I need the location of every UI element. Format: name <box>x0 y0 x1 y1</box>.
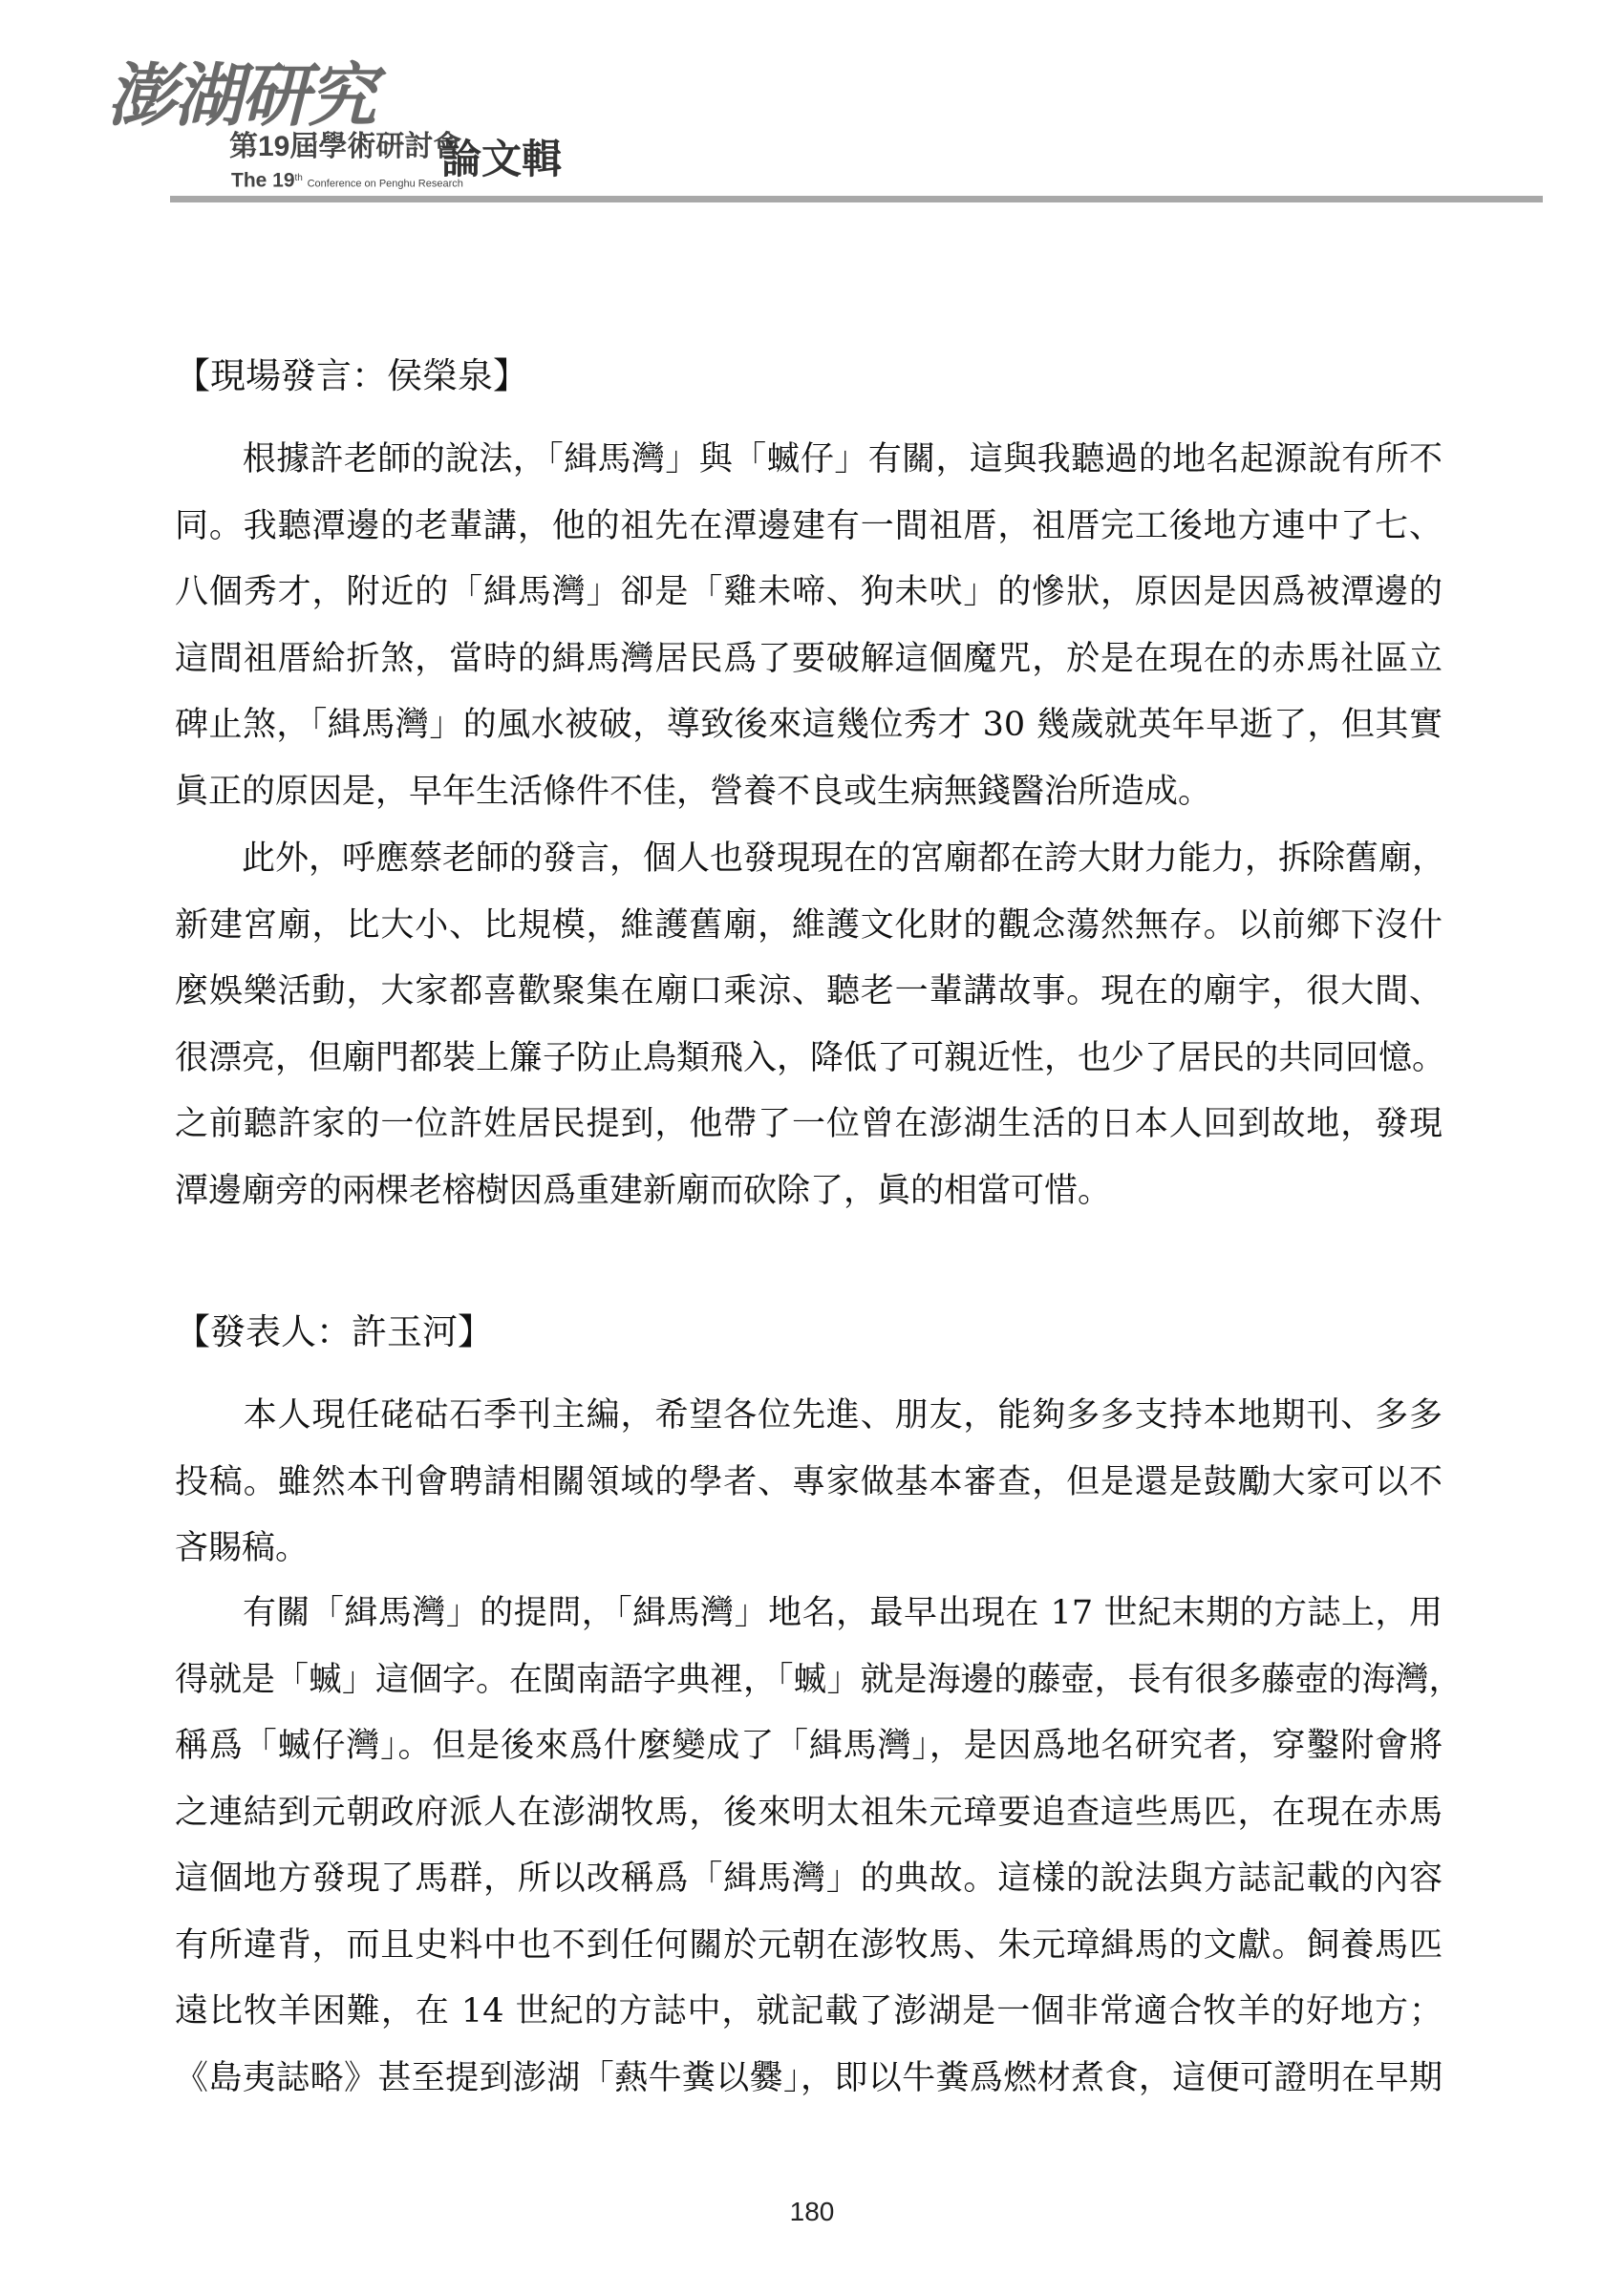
text-line: 《島夷誌略》甚至提到澎湖「爇牛糞以爨」，即以牛糞爲燃材煮食，這便可證明在早期 <box>175 2058 1442 2097</box>
conference-en-sup: th <box>294 173 303 183</box>
text-line: 根據許老師的說法，「緝馬灣」與「蝛仔」有關，這與我聽過的地名起源說有所不 <box>175 440 1442 478</box>
text-line: 這個地方發現了馬群，所以改稱爲「緝馬灣」的典故。這樣的說法與方誌記載的內容 <box>175 1860 1442 1898</box>
page-number: 180 <box>789 2197 835 2226</box>
conference-title-zh: 第19屆學術研討會 <box>229 131 462 162</box>
collection-title: 論文輯 <box>441 137 563 181</box>
text-line: 麼娛樂活動，大家都喜歡聚集在廟口乘涼、聽老一輩講故事。現在的廟宇，很大間、 <box>175 972 1442 1010</box>
text-line: 碑止煞，「緝馬灣」的風水被破，導致後來這幾位秀才 30 幾歲就英年早逝了，但其實 <box>175 706 1442 744</box>
conference-en-prefix: The 19 <box>231 169 295 192</box>
section-heading: 【現場發言：侯榮泉】 <box>175 355 528 396</box>
conference-title-en <box>231 168 463 195</box>
section-heading: 【發表人：許玉河】 <box>175 1311 493 1352</box>
text-line: 八個秀才，附近的「緝馬灣」卻是「雞未啼、狗未吠」的慘狀，原因是因爲被潭邊的 <box>175 573 1442 611</box>
text-line: 有關「緝馬灣」的提問，「緝馬灣」地名，最早出現在 17 世紀末期的方誌上，用 <box>175 1594 1442 1632</box>
text-line: 之連結到元朝政府派人在澎湖牧馬，後來明太祖朱元璋要追查這些馬匹，在現在赤馬 <box>175 1793 1442 1832</box>
text-line: 眞正的原因是，早年生活條件不佳，營養不良或生病無錢醫治所造成。 <box>175 772 1212 811</box>
paragraph <box>175 1581 1463 2112</box>
paragraph <box>175 826 1446 1224</box>
text-line: 這間祖厝給折煞，當時的緝馬灣居民爲了要破解這個魔咒，於是在現在的赤馬社區立 <box>175 639 1442 678</box>
text-line: 本人現任硓𥑮石季刊主編，希望各位先進、朋友，能夠多多支持本地期刊、多多 <box>175 1396 1442 1435</box>
journal-logo: 澎湖研究 <box>107 54 375 136</box>
text-line: 潭邊廟旁的兩棵老榕樹因爲重建新廟而砍除了，眞的相當可惜。 <box>175 1171 1112 1210</box>
text-line: 有所違背，而且史料中也不到任何關於元朝在澎牧馬、朱元璋緝馬的文獻。飼養馬匹 <box>175 1925 1442 1965</box>
text-line: 之前聽許家的一位許姓居民提到，他帶了一位曾在澎湖生活的日本人回到故地，發現 <box>175 1105 1442 1143</box>
conference-en-rest: Conference on Penghu Research <box>307 178 463 190</box>
text-line: 同。我聽潭邊的老輩講，他的祖先在潭邊建有一間祖厝，祖厝完工後地方連中了七、 <box>175 506 1442 545</box>
text-line: 得就是「蝛」這個字。在閩南語字典裡，「蝛」就是海邊的藤壺，長有很多藤壺的海灣， <box>175 1660 1463 1699</box>
text-line: 吝賜稿。 <box>175 1529 310 1567</box>
paragraph <box>175 427 1442 825</box>
text-line: 新建宮廟，比大小、比規模，維護舊廟，維護文化財的觀念蕩然無存。以前鄉下沒什 <box>175 905 1442 945</box>
text-line: 很漂亮，但廟門都裝上簾子防止鳥類飛入，降低了可親近性，也少了居民的共同回憶。 <box>175 1038 1446 1077</box>
header-divider <box>170 196 1543 202</box>
text-line: 稱爲「蝛仔灣」。但是後來爲什麼變成了「緝馬灣」，是因爲地名研究者，穿鑿附會將 <box>175 1727 1442 1765</box>
paragraph <box>175 1383 1442 1583</box>
text-line: 投稿。雖然本刊會聘請相關領域的學者、專家做基本審查，但是還是鼓勵大家可以不 <box>175 1462 1442 1501</box>
text-line: 遠比牧羊困難，在 14 世紀的方誌中，就記載了澎湖是一個非常適合牧羊的好地方； <box>175 1992 1442 2030</box>
text-line: 此外，呼應蔡老師的發言，個人也發現現在的宮廟都在誇大財力能力，拆除舊廟， <box>175 840 1446 878</box>
